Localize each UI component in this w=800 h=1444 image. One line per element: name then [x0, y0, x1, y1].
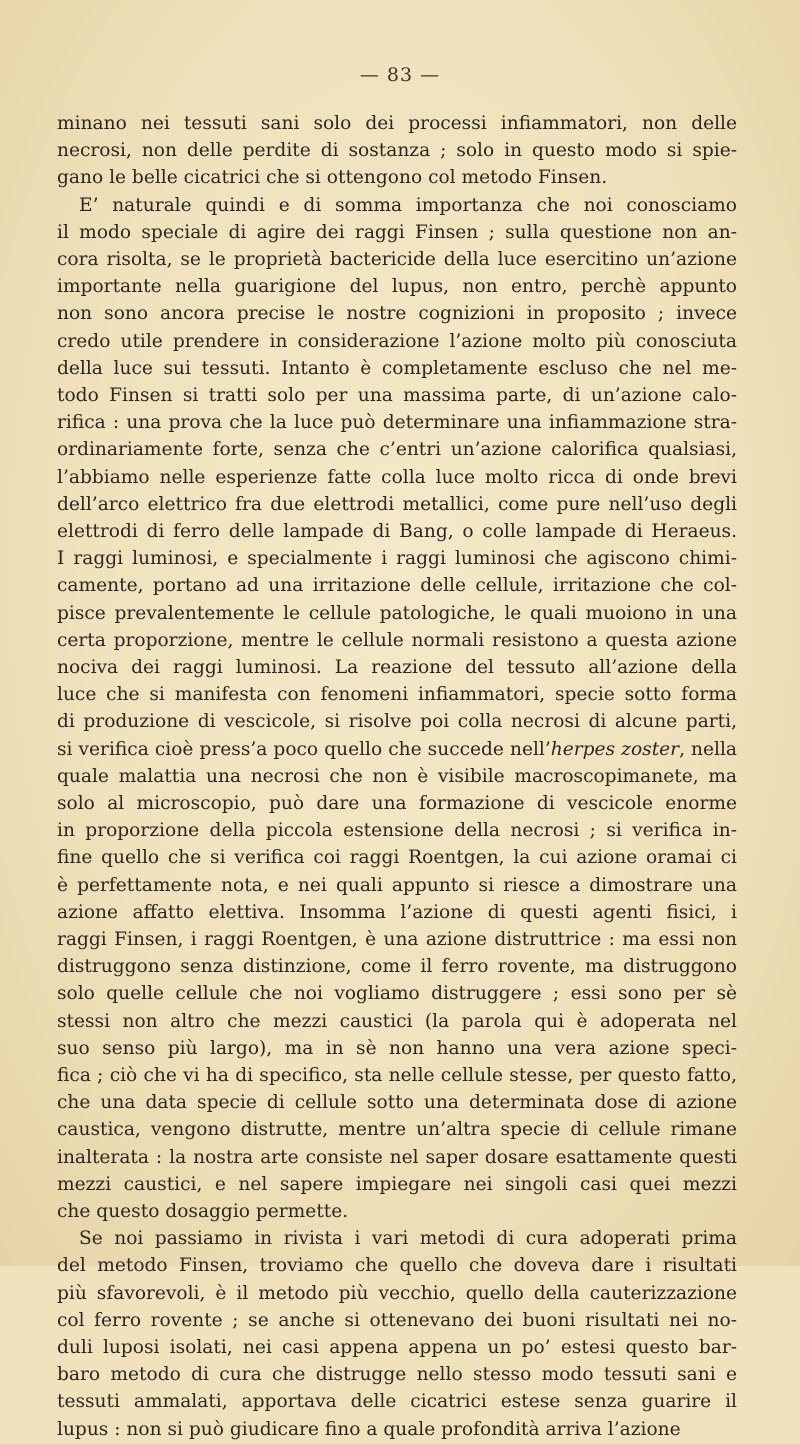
- text-line: importante nella guarigione del lupus, non entro, perchè appunto: [57, 276, 737, 298]
- text-line: azione affatto elettiva. Insomma l’azione di questi agenti fisici, i: [57, 901, 737, 923]
- text-line: camente, portano ad una irritazione delle cellule, irritazione che col-: [57, 575, 737, 597]
- text-line: baro metodo di cura che distrugge nello stesso modo tessuti sani e: [57, 1364, 737, 1386]
- text-line: pisce prevalentemente le cellule patologiche, le quali muoiono in una: [57, 602, 737, 624]
- text-line: lupus : non si può giudicare fino a quale profondità arriva l’azione: [57, 1418, 681, 1440]
- text-line: solo quelle cellule che noi vogliamo distruggere ; essi sono per sè: [57, 983, 737, 1005]
- text-line: dell’arco elettrico fra due elettrodi metallici, come pure nell’uso degli: [57, 493, 737, 515]
- text-line: del metodo Finsen, troviamo che quello che doveva dare i risultati: [57, 1255, 737, 1277]
- text-line: credo utile prendere in considerazione l’azione molto più conosciuta: [57, 330, 737, 352]
- text-line: suo senso più largo), ma in sè non hanno una vera azione speci-: [57, 1037, 737, 1059]
- text-line: caustica, vengono distrutte, mentre un’altra specie di cellule rimane: [57, 1119, 737, 1141]
- text-line: duli luposi isolati, nei casi appena appena un po’ estesi questo bar-: [57, 1337, 737, 1358]
- text-line: elettrodi di ferro delle lampade di Bang, o colle lampade di Heraeus.: [57, 521, 737, 542]
- text-line: stessi non altro che mezzi caustici (la parola qui è adoperata nel: [57, 1010, 737, 1032]
- text-line: certa proporzione, mentre le cellule normali resistono a questa azione: [57, 629, 737, 651]
- text-line: fica ; ciò che vi ha di specifico, sta nelle cellule stesse, per questo fatto,: [57, 1065, 737, 1086]
- text-line: luce che si manifesta con fenomeni infiammatori, specie sotto forma: [57, 684, 737, 706]
- text-line: della luce sui tessuti. Intanto è completamente escluso che nel me-: [57, 357, 737, 379]
- text-line: cora risolta, se le proprietà bactericide della luce esercitino un’azione: [57, 249, 737, 270]
- text-line: ordinariamente forte, senza che c’entri un’azione calorifica qualsiasi,: [57, 439, 737, 461]
- text-line: I raggi luminosi, e specialmente i raggi luminosi che agiscono chimi-: [57, 548, 737, 570]
- text-line: che questo dosaggio permette.: [57, 1201, 349, 1222]
- text-line: distruggono senza distinzione, come il ferro rovente, ma distruggono: [57, 956, 737, 978]
- text-line: raggi Finsen, i raggi Roentgen, è una azione distruttrice : ma essi non: [57, 929, 737, 950]
- text-line: solo al microscopio, può dare una formazione di vescicole enorme: [57, 793, 737, 814]
- text-line: inalterata : la nostra arte consiste nel saper dosare esattamente questi: [57, 1146, 737, 1168]
- text-line: E’ naturale quindi e di somma importanza che noi conosciamo: [79, 194, 737, 216]
- text-line: quale malattia una necrosi che non è visibile macroscopimanete, ma: [57, 765, 737, 787]
- text-line: todo Finsen si tratti solo per una massima parte, di un’azione calo-: [57, 385, 737, 406]
- text-line: necrosi, non delle perdite di sostanza ; solo in questo modo si spie-: [57, 140, 737, 162]
- text-segment: si verifica cioè press’a poco quello che succede nell’: [57, 738, 551, 760]
- text-line: minano nei tessuti sani solo dei processi infiammatori, non delle: [57, 113, 737, 134]
- text-line: che una data specie di cellule sotto una determinata dose di azione: [57, 1092, 737, 1114]
- italic-term: herpes zoster: [550, 738, 680, 760]
- text-line: mezzi caustici, e nel sapere impiegare nei singoli casi quei mezzi: [57, 1173, 737, 1195]
- text-line: è perfettamente nota, e nei quali appunto si riesce a dimostrare una: [57, 874, 737, 896]
- text-line: rifica : una prova che la luce può determinare una infiammazione stra-: [57, 412, 737, 434]
- text-line: [57, 736, 737, 764]
- text-line: il modo speciale di agire dei raggi Finsen ; sulla questione non an-: [57, 221, 737, 243]
- text-line: Se noi passiamo in rivista i vari metodi di cura adoperati prima: [79, 1228, 737, 1250]
- text-line: l’abbiamo nelle esperienze fatte colla luce molto ricca di onde brevi: [57, 466, 737, 488]
- text-segment: , nella: [679, 738, 737, 760]
- text-line: più sfavorevoli, è il metodo più vecchio, quello della cauterizzazione: [57, 1282, 737, 1304]
- text-line: fine quello che si verifica coi raggi Roentgen, la cui azione oramai ci: [57, 847, 737, 869]
- text-line: in proporzione della piccola estensione della necrosi ; si verifica in-: [57, 820, 737, 842]
- text-line: gano le belle cicatrici che si ottengono col metodo Finsen.: [57, 167, 608, 189]
- text-line: col ferro rovente ; se anche si ottenevano dei buoni risultati nei no-: [57, 1309, 737, 1331]
- page-number: — 83 —: [359, 64, 441, 86]
- text-line: tessuti ammalati, apportava delle cicatrici estese senza guarire il: [57, 1391, 737, 1413]
- text-line: di produzione di vescicole, si risolve poi colla necrosi di alcune parti,: [57, 711, 737, 733]
- text-line: nociva dei raggi luminosi. La reazione del tessuto all’azione della: [57, 657, 737, 678]
- text-line: non sono ancora precise le nostre cognizioni in proposito ; invece: [57, 303, 737, 325]
